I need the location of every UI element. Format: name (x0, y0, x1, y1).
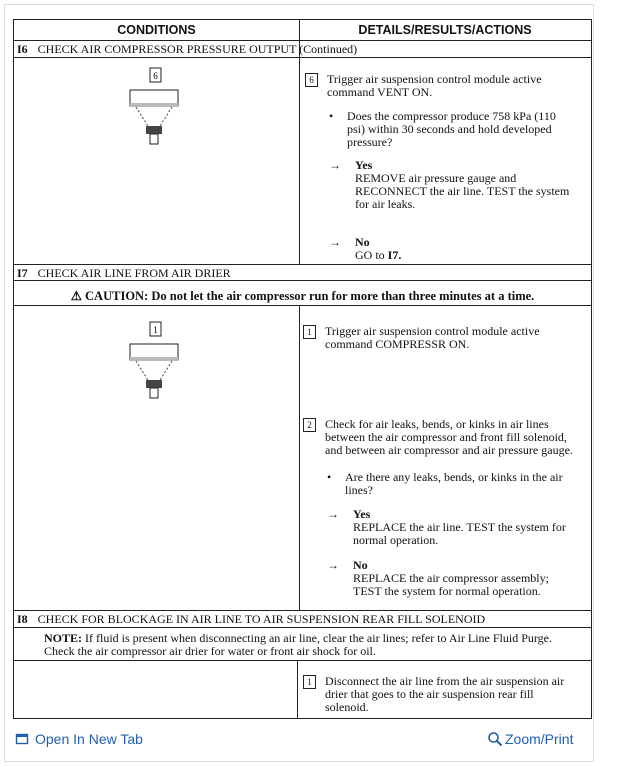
i7-step-1: 1 Trigger air suspension control module active command COMPRESSR ON. (303, 325, 540, 351)
i7-question: • Are there any leaks, bends, or kinks in the air lines? (327, 470, 563, 497)
caution-banner: ⚠ CAUTION: Do not let the air compressor run for more than three minutes at a time. (70, 289, 535, 303)
i6-question: • Does the compressor produce 758 kPa (110 psi) within 30 seconds and hold developed pressure? (329, 109, 556, 149)
i8-step-1: 1 Disconnect the air line from the air suspension air drier that goes to the air suspension rear fill solenoid. (303, 675, 564, 714)
details-header: DETAILS/RESULTS/ACTIONS (358, 23, 532, 37)
viewer-footer (5, 723, 593, 753)
zoom-print-link[interactable]: Zoom/Print (487, 731, 573, 747)
i8-note: NOTE: If fluid is present when disconnecting an air line, clear the air lines; refer to Air Line Fluid Purge. Check the air compressor air drier for water or front air shock for oil. (44, 631, 552, 658)
section-i8-title: I8 CHECK FOR BLOCKAGE IN AIR LINE TO AIR SUSPENSION REAR FILL SOLENOID (17, 612, 486, 626)
warning-triangle-icon: ⚠ (70, 289, 82, 303)
i7-no-answer: → No REPLACE the air compressor assembly; TEST the system for normal operation. (327, 558, 549, 598)
open-tab-icon (15, 732, 29, 746)
compressor-gauge-diagram-i7 (126, 320, 190, 406)
i6-no-answer: → No GO to I7. (329, 235, 402, 262)
diagnostic-table (13, 19, 592, 719)
i7-yes-answer: → Yes REPLACE the air line. TEST the system for normal operation. (327, 507, 566, 547)
i7-step-2: 2 Check for air leaks, bends, or kinks in air lines between the air compressor and front fill solenoid, and between air compressor and air pressure gauge. (303, 418, 573, 457)
compressor-gauge-diagram (126, 66, 190, 152)
svg-text:1: 1 (153, 325, 158, 335)
i6-step-6: 6 Trigger air suspension control module active command VENT ON. (305, 73, 542, 99)
i6-yes-answer: → Yes REMOVE air pressure gauge and RECONNECT the air line. TEST the system for air leaks. (329, 158, 570, 211)
document-viewer-frame (4, 4, 594, 762)
conditions-header: CONDITIONS (117, 23, 196, 37)
section-i7-title: I7 CHECK AIR LINE FROM AIR DRIER (17, 266, 231, 280)
open-in-new-tab-link[interactable]: Open In New Tab (15, 731, 143, 747)
svg-text:6: 6 (153, 71, 158, 81)
section-i6-title: I6 CHECK AIR COMPRESSOR PRESSURE OUTPUT (Continued) (17, 42, 358, 56)
magnifier-icon (487, 731, 503, 747)
